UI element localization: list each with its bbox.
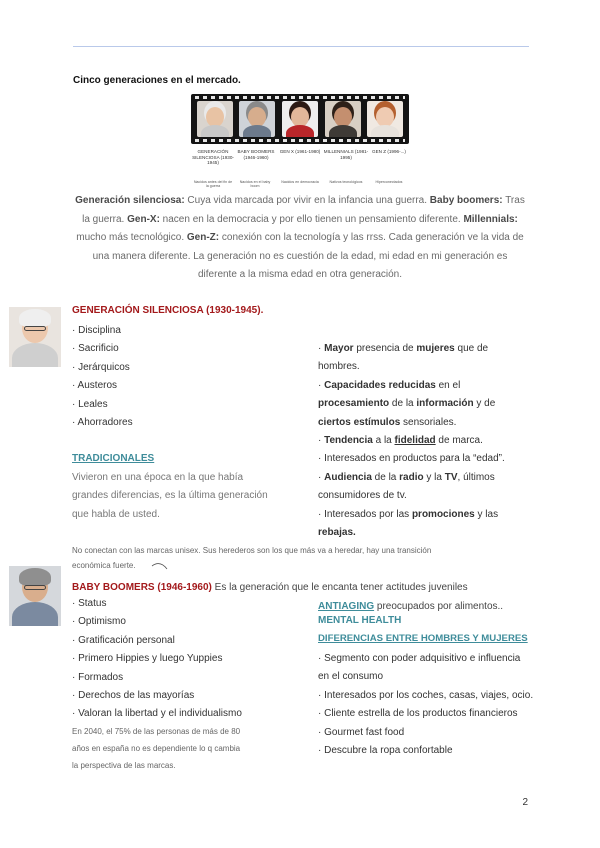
antiaging-row: [318, 596, 503, 616]
silent-section-title: GENERACIÓN SILENCIOSA (1930-1945).: [72, 305, 264, 316]
film-caption-boomers: BABY BOOMERS (1946-1960): [237, 149, 275, 160]
boomers-traits-list: [72, 595, 242, 724]
list-item: · Austeros: [72, 380, 118, 392]
text-line: En 2040, el 75% de las personas de más de 80: [72, 727, 241, 736]
page-heading: Cinco generaciones en el mercado.: [73, 75, 241, 86]
text-line: la perspectiva de las marcas.: [72, 761, 176, 770]
list-item: · Ahorradores: [72, 417, 133, 429]
film-footnote-millennials: Nativos tecnológicos: [329, 180, 363, 184]
top-rule: [73, 46, 529, 47]
text-line: · Interesados por las promociones y las: [318, 508, 499, 520]
list-item: · Jerárquicos: [72, 361, 130, 373]
film-perforations-top: [195, 96, 405, 99]
text-line: procesamiento de la información y de: [318, 398, 496, 410]
list-item: · Gratificación personal: [72, 634, 175, 646]
text-line: · Audiencia de la radio y la TV, últimos: [318, 471, 495, 483]
intro-silent-label: Generación silenciosa:: [75, 195, 185, 206]
text-line: · Interesados por los coches, casas, viajes, ocio.: [318, 689, 534, 701]
list-item: · Formados: [72, 671, 124, 683]
text-line: hombres.: [318, 361, 360, 373]
text-line: · Descubre la ropa confortable: [318, 745, 453, 757]
silent-note-line-2: económica fuerte.: [72, 561, 136, 570]
silent-note: [72, 543, 532, 573]
film-frame-millennials: [325, 101, 361, 137]
intro-boomers-label: Baby boomers:: [429, 195, 503, 206]
page-number: 2: [522, 797, 528, 808]
film-footnote-silent: Nacidos antes del fin de la guerra: [193, 180, 233, 188]
text-line: que habla de usted.: [72, 508, 160, 520]
text-line: consumidores de tv.: [318, 490, 407, 502]
film-footnote-boomers: Nacidos en el baby boom: [239, 180, 271, 188]
film-footnote-genx: Nacidos en democracia: [281, 180, 319, 184]
intro-silent-text: Cuya vida marcada por vivir en la infancia una guerra.: [184, 195, 430, 206]
baby-boomer-photo: [9, 566, 61, 626]
film-caption-millennials: MILLENNIALS (1981-1995): [323, 149, 369, 160]
boomers-note: [72, 723, 240, 774]
text-line: · Tendencia a la fidelidad de marca.: [318, 435, 483, 447]
film-frame-silent: [197, 101, 233, 137]
intro-genz-text: conexión con la tecnología y las rrss. Cada generación ve la vida de una manera diferente. La generación no es cuestión de la edad, mi edad en mi generación es diferente a la misma edad en otra generación.: [92, 232, 524, 281]
tradicionales-heading: TRADICIONALES: [72, 453, 155, 464]
text-line: grandes diferencias, es la última generación: [72, 490, 268, 502]
boomers-subtitle: Es la generación que le encanta tener actitudes juveniles: [211, 582, 468, 593]
generations-film-strip: [191, 94, 409, 144]
intro-boomers-text: Tras la guerra.: [82, 195, 525, 225]
boomers-section-title: BABY BOOMERS (1946-1960): [72, 582, 212, 593]
film-caption-genz: GEN Z (1996-...): [372, 149, 406, 154]
handwritten-arrow-icon: [150, 560, 170, 572]
film-caption-genx: GEN X (1961-1980): [279, 149, 321, 154]
text-line: en el consumo: [318, 671, 384, 683]
intro-genz-label: Gen-Z:: [186, 232, 220, 244]
list-item: · Derechos de las mayorías: [72, 690, 195, 702]
tradicionales-text: [72, 469, 268, 524]
text-line: · Capacidades reducidas en el: [318, 379, 461, 391]
film-caption-silent: GENERACIÓN SILENCIOSA (1930-1945): [192, 149, 234, 165]
intro-paragraph: [72, 192, 528, 285]
text-line: · Mayor presencia de mujeres que de: [318, 343, 489, 354]
list-item: · Primero Hippies y luego Yuppies: [72, 653, 223, 665]
antiaging-heading: ANTIAGING: [318, 601, 375, 612]
silent-traits-list: [72, 322, 133, 432]
text-line: · Gourmet fast food: [318, 726, 405, 738]
text-line: ciertos estímulos sensoriales.: [318, 416, 457, 428]
intro-millennials-text: mucho más tecnológico.: [76, 232, 187, 244]
list-item: · Disciplina: [72, 325, 121, 336]
list-item: · Optimismo: [72, 616, 126, 628]
mental-health-heading: MENTAL HEALTH: [318, 615, 402, 626]
silent-generation-photo: [9, 307, 61, 367]
film-footnote-genz: Hiperconectados: [375, 180, 403, 184]
intro-genx-text: nacen en la democracia y por ello tienen un pensamiento diferente.: [159, 213, 464, 225]
list-item: · Leales: [72, 398, 108, 410]
intro-millennials-label: Millennials:: [463, 213, 518, 225]
film-frame-genx: [282, 101, 318, 137]
text-line: · Segmento con poder adquisitivo e influencia: [318, 653, 521, 664]
text-line: años en españa no es dependiente lo q cambia: [72, 744, 241, 753]
list-item: · Status: [72, 598, 107, 609]
diferencias-heading: DIFERENCIAS ENTRE HOMBRES Y MUJERES: [318, 633, 528, 644]
text-line: rebajas.: [318, 527, 356, 539]
film-frame-genz: [367, 101, 403, 137]
text-line: · Interesados en productos para la “edad”.: [318, 453, 505, 465]
film-perforations-bottom: [195, 139, 405, 142]
intro-genx-label: Gen-X:: [127, 213, 160, 225]
silent-characteristics: [318, 340, 505, 542]
antiaging-text: preocupados por alimentos..: [374, 601, 504, 612]
list-item: · Sacrificio: [72, 343, 119, 355]
text-line: Vivieron en una época en la que había: [72, 472, 244, 483]
film-frame-boomers: [239, 101, 275, 137]
text-line: · Cliente estrella de los productos financieros: [318, 708, 518, 720]
silent-note-line-1: No conectan con las marcas unisex. Sus herederos son los que más va a heredar, hay una transición: [72, 546, 432, 555]
list-item: · Valoran la libertad y el individualismo: [72, 708, 242, 720]
boomers-characteristics: [318, 650, 533, 760]
